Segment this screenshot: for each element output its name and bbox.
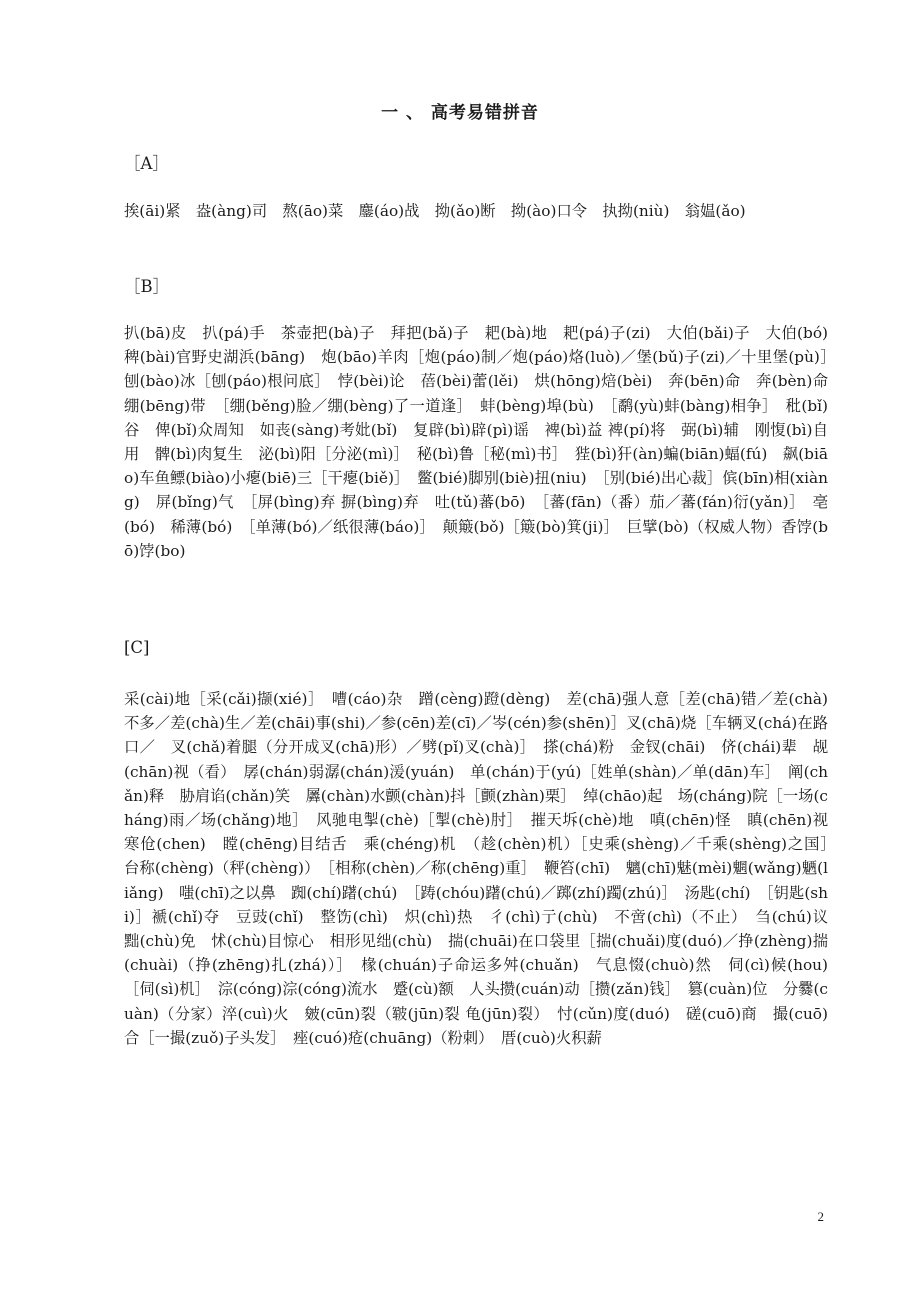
section-c-label: [C] xyxy=(124,638,150,657)
page-number: 2 xyxy=(817,1209,824,1224)
section-a-label: ［A］ xyxy=(124,154,169,173)
section-b-label: ［B］ xyxy=(124,277,170,296)
page-title: 一 、 高考易错拼音 xyxy=(381,103,539,123)
section-a-text: 挨(āi)紧 盎(àng)司 熬(āo)菜 鏖(áo)战 拗(ǎo)断 拗(ào)口令 执拗(niù) 翁媪(ǎo) xyxy=(124,202,746,220)
section-b-text: 扒(bā)皮 扒(pá)手 茶壶把(bà)子 拜把(bǎ)子 耙(bà)地 耙(pá)子(zi) 大伯(bǎi)子 大伯(bó) 稗(bài)官野史湖浜(bāng) 炮(bāo)羊肉［炮(páo)制／炮(páo)烙(luò)／堡(bǔ)子(zi)／十里堡(pù)］ 刨(bào)冰［刨(páo)根问底］ 悖(bèi)论 蓓(bèi)蕾(lěi) 烘(hōng)焙(bèi) 奔(bēn)命 奔(bèn)命 绷(bēng)带 ［绷(běng)脸／绷(bèng)了一道逢］ 蚌(bèng)埠(bù) ［鹬(yù)蚌(bàng)相争］ 秕(bǐ)谷 俾(bǐ)众周知 如丧(sàng)考妣(bǐ) 复辟(bì)辟(pì)谣 裨(bì)益 裨(pí)将 弼(bì)辅 刚愎(bì)自用 髀(bì)肉复生 泌(bì)阳［分泌(mì)］ 秘(bì)鲁［秘(mì)书］ 狴(bì)犴(àn)蝙(biān)蝠(fú) 飙(biāo)车鱼鳔(biào)小瘪(biē)三［干瘪(biě)］ 鳖(bié)脚别(biè)扭(niu) ［别(bié)出心裁］傧(bīn)相(xiàng) 屏(bǐng)气 ［屏(bìng)弃 摒(bìng)弃 吐(tǔ)蕃(bō) ［蕃(fān)（番）茄／蕃(fán)衍(yǎn)］ 亳(bó) 稀薄(bó) ［单薄(bó)／纸很薄(báo)］ 颠簸(bǒ)［簸(bò)箕(ji)］ 巨擘(bò)（权威人物）香饽(bō)饽(bo) xyxy=(124,324,844,560)
section-c-text: 采(cài)地［采(cǎi)撷(xié)］ 嘈(cáo)杂 蹭(cèng)蹬(dèng) 差(chā)强人意［差(chā)错／差(chà)不多／差(chà)生／差(chāi)事(shi)／参(cēn)差(cī)／岑(cén)参(shēn)］叉(chā)烧［车辆叉(chá)在路口／ 叉(chǎ)着腿（分开成叉(chā)形）／劈(pǐ)叉(chà)］ 搽(chá)粉 金钗(chāi) 侪(chái)辈 觇(chān)视（看） 孱(chán)弱潺(chán)湲(yuán) 单(chán)于(yú)［姓单(shàn)／单(dān)车］ 阐(chǎn)释 胁肩谄(chǎn)笑 羼(chàn)水颤(chàn)抖［颤(zhàn)栗］ 绰(chāo)起 场(cháng)院［一场(cháng)雨／场(chǎng)地］ 风驰电掣(chè)［掣(chè)肘］ 摧天坼(chè)地 嗔(chēn)怪 瞋(chēn)视 寒伧(chen) 瞠(chēng)目结舌 乘(chéng)机 （趁(chèn)机）［史乘(shèng)／千乘(shèng)之国］ 台称(chèng)（秤(chèng)） ［相称(chèn)／称(chēng)重］ 鞭笞(chī) 魑(chī)魅(mèi)魍(wǎng)魉(liǎng) 嗤(chī)之以鼻 踟(chí)躇(chú) ［踌(chóu)躇(chú)／踯(zhí)躅(zhú)］ 汤匙(chí) ［钥匙(shi)］褫(chǐ)夺 豆豉(chǐ) 整饬(chì) 炽(chì)热 彳(chì)亍(chù) 不啻(chì)（不止） 刍(chú)议 黜(chù)免 怵(chù)目惊心 相形见绌(chù) 揣(chuāi)在口袋里［揣(chuǎi)度(duó)／挣(zhèng)揣(chuài)（挣(zhēng)扎(zhá)）］ 椽(chuán)子命运多舛(chuǎn) 气息惙(chuò)然 伺(cì)候(hou) ［伺(sì)机］ 淙(cóng)淙(cóng)流水 蹙(cù)额 人头攒(cuán)动［攒(zǎn)钱］ 篡(cuàn)位 分爨(cuàn)（分家）淬(cuì)火 皴(cūn)裂（皲(jūn)裂 龟(jūn)裂） 忖(cǔn)度(duó) 磋(cuō)商 撮(cuō)合［一撮(zuǒ)子头发］ 痤(cuó)疮(chuāng)（粉刺） 厝(cuò)火积薪 xyxy=(124,690,844,1047)
